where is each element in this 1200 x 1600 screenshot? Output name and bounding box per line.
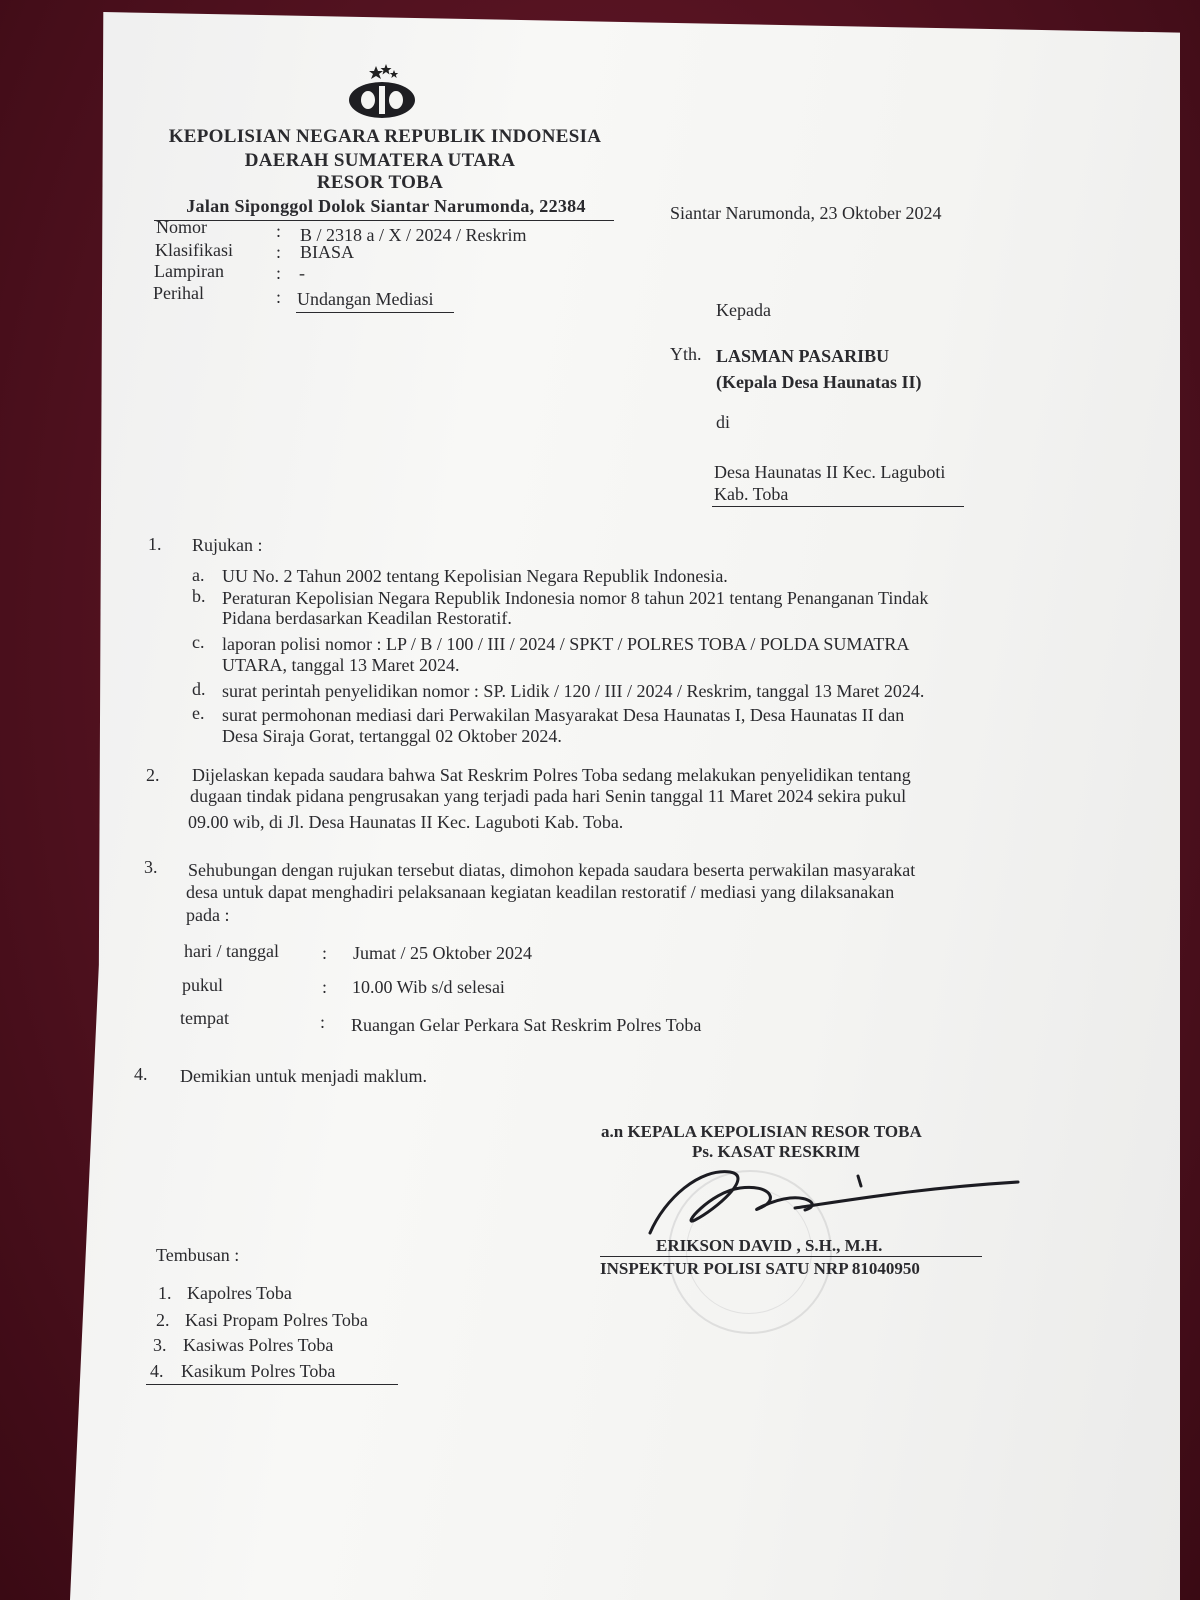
ref-d-text: surat perintah penyelidikan nomor : SP. Lidik / 120 / III / 2024 / Reskrim, tanggal 13 Maret 2024. <box>222 681 925 701</box>
ref-e-text-line2: Desa Siraja Gorat, tertanggal 02 Oktober 2024. <box>222 726 562 746</box>
schedule-place-colon: : <box>320 1012 326 1032</box>
ref-e-text-line1: surat permohonan mediasi dari Perwakilan Masyarakat Desa Haunatas I, Desa Haunatas II dan <box>222 705 905 725</box>
tembusan-item-1-number: 1. <box>158 1283 172 1303</box>
schedule-date-value: Jumat / 25 Oktober 2024 <box>353 943 532 963</box>
lampiran-value: - <box>299 263 305 283</box>
perihal-label: Perihal <box>153 283 204 303</box>
tembusan-item-3-number: 3. <box>153 1335 167 1355</box>
ref-b-text-line1: Peraturan Kepolisian Negara Republik Indonesia nomor 8 tahun 2021 tentang Penanganan Tindak <box>222 588 929 608</box>
perihal-underline <box>296 312 454 313</box>
kepada-label: Kepada <box>716 300 771 320</box>
handwritten-signature <box>620 1158 1040 1248</box>
recipient-title: (Kepala Desa Haunatas II) <box>716 372 922 392</box>
schedule-time-label: pukul <box>182 975 224 995</box>
tembusan-item-2-number: 2. <box>156 1310 170 1330</box>
nomor-colon: : <box>276 221 282 241</box>
schedule-date-label: hari / tanggal <box>184 941 279 961</box>
point-2-line2: dugaan tindak pidana pengrusakan yang terjadi pada hari Senin tanggal 11 Maret 2024 sekira pukul <box>190 786 907 806</box>
letterhead-institution: KEPOLISIAN NEGARA REPUBLIK INDONESIA <box>168 126 602 147</box>
tembusan-item-2: Kasi Propam Polres Toba <box>185 1310 368 1330</box>
point-4-number: 4. <box>134 1064 148 1084</box>
recipient-address-line1: Desa Haunatas II Kec. Laguboti <box>714 462 946 482</box>
schedule-date-colon: : <box>322 943 328 963</box>
ref-b-letter: b. <box>192 586 206 606</box>
perihal-value: Undangan Mediasi <box>297 289 434 309</box>
place-date: Siantar Narumonda, 23 Oktober 2024 <box>670 203 942 223</box>
point-2-number: 2. <box>146 765 160 785</box>
signature-on-behalf: a.n KEPALA KEPOLISIAN RESOR TOBA <box>601 1122 922 1141</box>
nomor-value: B / 2318 a / X / 2024 / Reskrim <box>300 225 527 245</box>
tembusan-item-3: Kasiwas Polres Toba <box>183 1335 334 1355</box>
point-4-text: Demikian untuk menjadi maklum. <box>180 1066 427 1086</box>
signatory-underline <box>600 1256 982 1257</box>
recipient-underline <box>712 506 964 507</box>
ref-d-letter: d. <box>192 679 206 699</box>
point-2-line1: Dijelaskan kepada saudara bahwa Sat Reskrim Polres Toba sedang melakukan penyelidikan tentang <box>192 765 911 785</box>
point-2-line3: 09.00 wib, di Jl. Desa Haunatas II Kec. Laguboti Kab. Toba. <box>188 812 624 832</box>
point-3-line3: pada : <box>186 905 230 925</box>
schedule-place-label: tempat <box>180 1008 229 1028</box>
recipient-di: di <box>716 412 731 432</box>
point-3-line2: desa untuk dapat menghadiri pelaksanaan kegiatan keadilan restoratif / mediasi yang dilaksanakan <box>186 882 895 902</box>
point-3-number: 3. <box>144 857 158 877</box>
klasifikasi-label: Klasifikasi <box>155 240 233 260</box>
lampiran-label: Lampiran <box>154 261 224 281</box>
schedule-time-colon: : <box>322 977 328 997</box>
klasifikasi-colon: : <box>276 242 282 262</box>
tembusan-item-4-number: 4. <box>150 1361 164 1381</box>
point-3-line1: Sehubungan dengan rujukan tersebut diatas, dimohon kepada saudara beserta perwakilan masyarakat <box>188 860 916 880</box>
schedule-place-value: Ruangan Gelar Perkara Sat Reskrim Polres Toba <box>351 1015 702 1035</box>
police-emblem-icon <box>346 62 418 122</box>
klasifikasi-value: BIASA <box>300 242 355 262</box>
schedule-time-value: 10.00 Wib s/d selesai <box>352 977 505 997</box>
letterhead-region: DAERAH SUMATERA UTARA <box>244 150 516 171</box>
point-1-number: 1. <box>148 534 162 554</box>
tembusan-item-1: Kapolres Toba <box>187 1283 292 1303</box>
yth-label: Yth. <box>670 344 702 364</box>
ref-c-text-line2: UTARA, tanggal 13 Maret 2024. <box>222 655 460 675</box>
tembusan-underline <box>146 1384 398 1385</box>
ref-a-letter: a. <box>192 565 205 585</box>
recipient-name: LASMAN PASARIBU <box>716 346 890 366</box>
perihal-colon: : <box>276 287 282 307</box>
recipient-address-line2: Kab. Toba <box>714 484 789 504</box>
lampiran-colon: : <box>276 263 282 283</box>
signature-position: Ps. KASAT RESKRIM <box>692 1142 860 1161</box>
letterhead-address: Jalan Siponggol Dolok Siantar Narumonda, 22384 <box>186 196 586 216</box>
signatory-name: ERIKSON DAVID , S.H., M.H. <box>656 1236 883 1255</box>
ref-a-text: UU No. 2 Tahun 2002 tentang Kepolisian Negara Republik Indonesia. <box>222 566 728 586</box>
nomor-label: Nomor <box>156 217 207 237</box>
point-1-title: Rujukan : <box>192 535 263 555</box>
letterhead-divider <box>154 220 614 221</box>
ref-b-text-line2: Pidana berdasarkan Keadilan Restoratif. <box>222 608 512 628</box>
tembusan-title: Tembusan : <box>156 1245 240 1265</box>
ref-c-letter: c. <box>192 632 205 652</box>
ref-e-letter: e. <box>192 703 205 723</box>
ref-c-text-line1: laporan polisi nomor : LP / B / 100 / III / 2024 / SPKT / POLRES TOBA / POLDA SUMATRA <box>222 634 910 654</box>
signatory-rank: INSPEKTUR POLISI SATU NRP 81040950 <box>600 1259 920 1278</box>
letterhead-unit: RESOR TOBA <box>316 172 444 193</box>
tembusan-item-4: Kasikum Polres Toba <box>181 1361 336 1381</box>
